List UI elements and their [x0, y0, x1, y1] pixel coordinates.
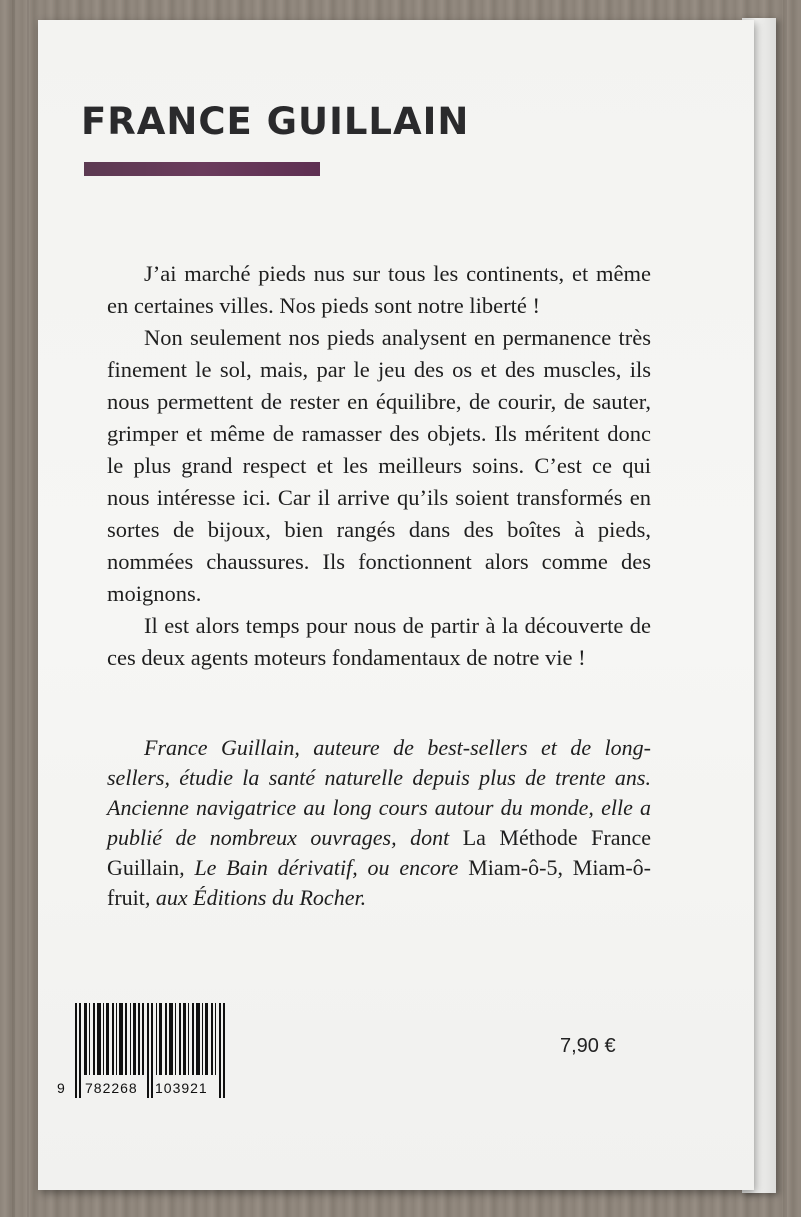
wood-grain [12, 0, 15, 1217]
blurb-paragraph: Non seulement nos pieds analysent en permanence très finement le sol, mais, par le jeu des os et des muscles, ils nous permettent de rester en équilibre, de courir, de sauter, grimper et même de ramasser des objets. Ils méritent donc le plus grand respect et les meilleurs soins. C’est ce qui nous intéresse ici. Car il arrive qu’ils soient transformés en sortes de bijoux, bien rangés dans des boîtes à pieds, nommées chaussures. Ils fonctionnent alors comme des moignons. [107, 325, 651, 606]
bio-text: , Le Bain dérivatif, ou encore [179, 855, 469, 880]
book-title: Miam-ô-5, Miam-ô-fruit [107, 855, 651, 910]
wood-grain [783, 0, 787, 1217]
barcode-group-left: 782268 [85, 1080, 138, 1096]
author-name: FRANCE GUILLAIN [81, 100, 470, 143]
blurb-paragraph: J’ai marché pieds nus sur tous les continents, et même en certaines villes. Nos pieds sont notre liberté ! [107, 261, 651, 318]
barcode-group-right: 103921 [155, 1080, 208, 1096]
bio-text: France Guillain, auteure de best-sellers et de long-sellers, étudie la santé naturelle depuis plus de trente ans. Ancienne navigatrice au long cours autour du monde, elle a publié de nombreux ouvrages, dont [107, 735, 651, 850]
wood-grain [27, 0, 29, 1217]
blurb-paragraph: Il est alors temps pour nous de partir à la découverte de ces deux agents moteurs fondamentaux de notre vie ! [107, 613, 651, 670]
author-bio [107, 733, 651, 913]
bio-text: , aux Éditions du Rocher. [144, 885, 367, 910]
blurb-text [107, 258, 651, 674]
barcode [57, 1003, 237, 1101]
accent-bar [84, 162, 320, 176]
book-title: La Méthode France Guillain [107, 825, 651, 880]
barcode-lead-digit: 9 [57, 1080, 66, 1096]
price: 7,90 € [560, 1035, 616, 1057]
